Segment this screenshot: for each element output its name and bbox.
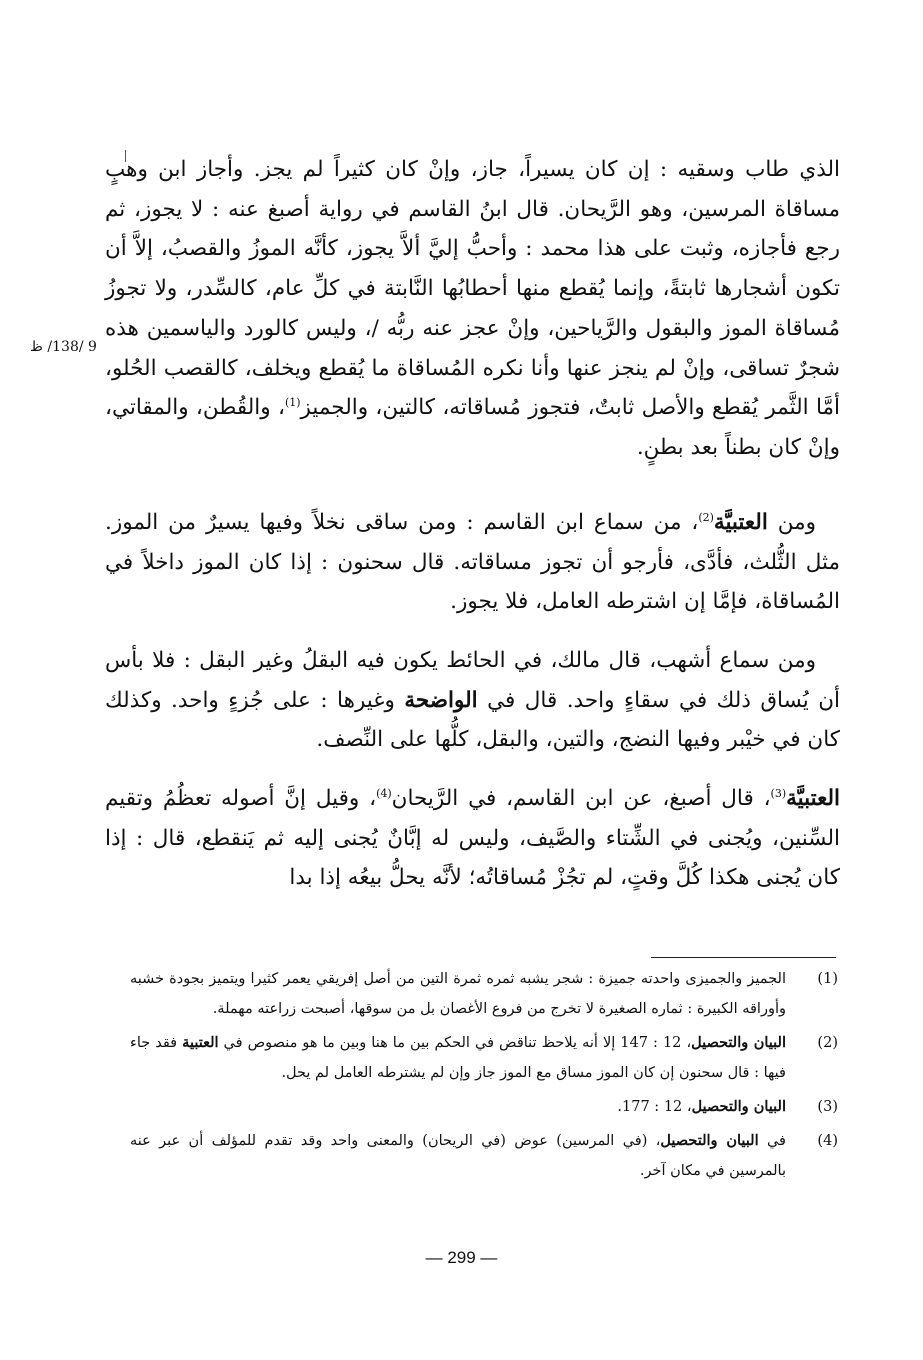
paragraph-2: ومن العتبيَّة$^{(2)}$، من سماع ابن القاسم : ومن ساقى نخلاً وفيها يسيرٌ من الموز. مثل الثُّلث، فأدَّى، فأرجو أن تجوز مساقاته. قال سحنون : إذا كان الموز داخلاً في المُساقاة، فإمَّا إن اشترطه العامل، فلا يجوز. [105, 510, 840, 615]
footnote-number: (3) [817, 1099, 838, 1115]
footnote-4: (4) في البيان والتحصيل، (في المرسين) عوض (في الريحان) والمعنى واحد وقد تقدم للمؤلف أن عبر عنه بالمرسين في مكان آخر. [130, 1126, 838, 1186]
source-title-wadiha: الواضحة [404, 687, 478, 713]
footnote-ref-3[interactable]: (3) [770, 786, 787, 800]
main-text-3 [105, 641, 840, 760]
paragraph-4: العتبيَّة$^{(3)}$، قال أصبغ، عن ابن القاسم، في الرَّيحان$^{(4)}$، وقيل إنَّ أصوله تعظُمُ وتقيم السِّنين، ويُجنى في الشِّتاء والصَّيف، وليس له إبَّانٌ يُجنى إليه ثم يَنقطع، قال : إذا كان يُجنى هكذا كُلَّ وقتٍ، لم تجُزْ مُساقاتُه؛ لأنَّه يحلُّ بيعُه إذا بدا [105, 786, 840, 891]
source-title-utbiyya-2: العتبيَّة [786, 786, 840, 811]
main-text-4 [105, 779, 840, 898]
main-text-2 [105, 503, 840, 622]
footnotes [130, 964, 838, 1190]
page-number: — 299 — [425, 1248, 498, 1267]
footnote-ref-2[interactable]: (2) [698, 510, 714, 524]
footnote-number: (2) [817, 1035, 838, 1051]
footnote-number: (4) [817, 1133, 838, 1149]
footnote-1: (1) الجميز والجميزى واحدته جميزة : شجر يشبه ثمره ثمرة التين من أصل إفريقي يعمر كثيرا ويتميز بجودة خشبه وأوراقه الكبيرة : ثماره الصغيرة لا تخرج من فروع الأغصان بل من سوقها، أصبحت زراعته مهملة. [130, 964, 838, 1024]
footnote-divider [651, 957, 836, 958]
footnote-ref-1[interactable]: (1) [284, 396, 301, 410]
paragraph-3: ومن سماع أشهب، قال مالك، في الحائط يكون فيه البقلُ وغير البقل : فلا بأس أن يُساق ذلك في سقاءٍ واحد. قال في الواضحة وغيرها : على جُزءٍ واحد. وكذلك كان في خيْبر وفيها النضج، والتين، والبقل، كلُّها على النِّصف. [105, 648, 840, 753]
footnote-2: (2) البيان والتحصيل، 12 : 147 إلا أنه يلاحظ تناقض في الحكم بين ما هنا وبين ما هو منصوص في العتبية فقد جاء فيها : قال سحنون إن كان الموز مساق مع الموز جاز وإن لم يشترطه العامل لم يحل. [130, 1028, 838, 1088]
footnote-3: (3) البيان والتحصيل، 12 : 177. [130, 1092, 838, 1122]
paragraph-1: الذي طاب وسقيه : إن كان يسيراً، جاز، وإنْ كان كثيراً لم يجز. وأجاز ابن وهبٍ مساقاة المرسين، وهو الرَّيحان. قال ابنُ القاسم في رواية أصبغ عنه : لا يجوز، ثم رجع فأجازه، وثبت على هذا محمد : وأحبُّ إليَّ ألاَّ يجوز، كأنَّه الموزُ والقصبُ، إلاَّ أن تكون أشجارها ثابتةً، وإنما يُقطع منها أحطابُها النَّابتة في كلِّ عام، كالسِّدر، ولا تجوزُ مُساقاة الموز والبقول والرَّياحين، وإنْ عجز عنه ربُّه /، وليس كالورد والياسمين هذه شجرٌ تساقى، وإنْ لم ينجز عنها وأنا نكره المُساقاة ما يُقطع ويخلف، كالقصب الحُلو، أمَّا الثَّمر يُقطع والأصل ثابتٌ، فتجوز مُساقاته، كالتين، والجميز$^{(1)}$، والقُطن، والمقاتي، وإنْ كان بطناً بعد بطنٍ. [105, 157, 840, 460]
footnote-number: (1) [817, 971, 838, 987]
source-title-utbiyya: العتبيَّة [713, 510, 768, 535]
main-text [105, 150, 840, 468]
manuscript-folio-note: 9 /138/ ظ [30, 339, 97, 355]
footnote-ref-4[interactable]: (4) [376, 786, 392, 800]
